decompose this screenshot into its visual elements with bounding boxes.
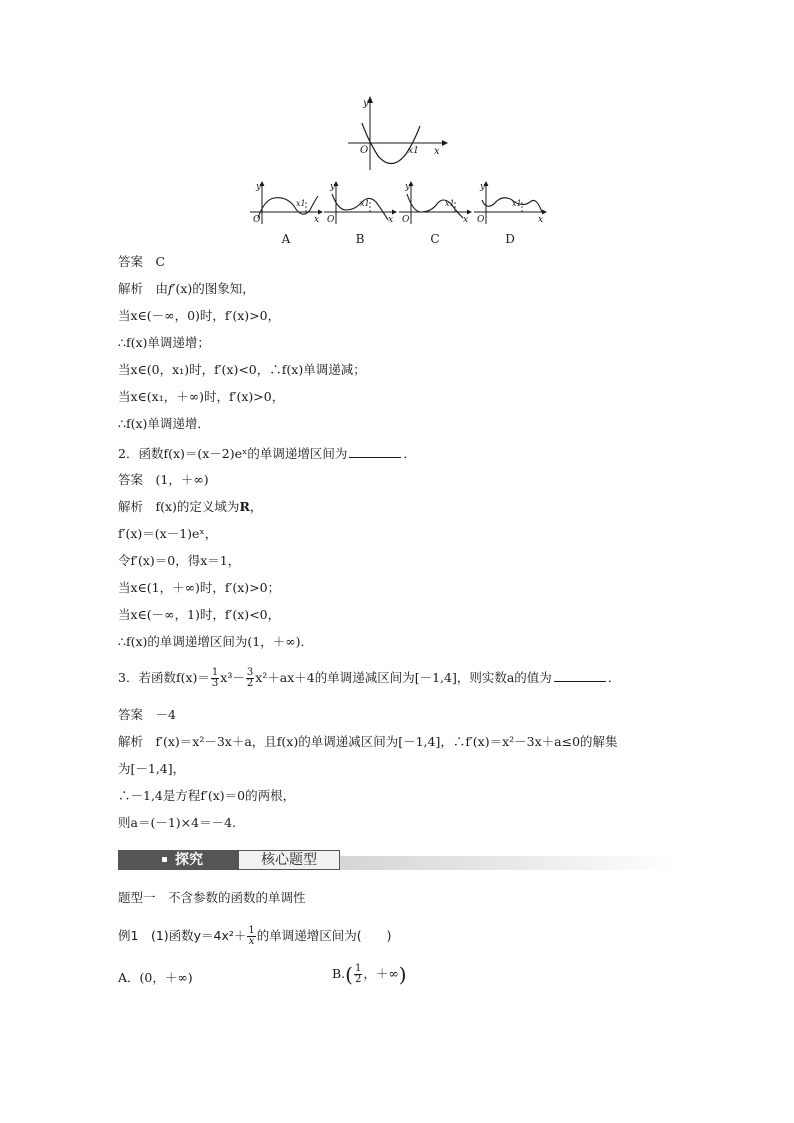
x-label: x [314,215,320,225]
option-b-letter: B. [332,966,346,981]
main-y-label: y [363,98,369,109]
q3-fraction-one-third: $\frac{1}{3}$ [211,667,219,689]
example1-stem-part2: 的单调递增区间为( ) [256,928,392,943]
x1-label: x1 [445,199,455,208]
option-graph-c [397,180,473,246]
y-label: y [405,182,411,192]
q3-analysis-line2: 为[－1,4]， [118,761,186,776]
q1-answer: 答案 C [118,254,166,269]
q3-stem-end: ． [607,670,621,685]
q1-analysis-line1 [118,281,255,297]
q2-analysis-line6: ∴f(x)的单调递增区间为(1，＋∞)． [118,634,314,649]
q2-analysis-comma: ， [249,499,263,514]
main-origin-label: O [360,145,369,156]
q1-analysis-text: (x)的图象知， [175,281,255,296]
q3-answer: 答案 －4 [118,707,176,722]
option-letter: C [430,232,440,246]
option-graph-svg [472,180,548,226]
origin-label: O [402,215,410,225]
q3-fraction-three-halves: $\frac{3}{2}$ [246,667,254,689]
example1-option-b [332,964,407,985]
q2-stem [118,445,416,462]
option-letter: A [281,232,291,246]
q3-analysis-line1: 解析 f′(x)＝x²－3x＋a，且f(x)的单调递减区间为[－1,4]，∴f′(x)＝x²－3x＋a≤0的解集 [118,734,618,749]
banner-core-types-tab: 核心题型 [238,850,340,870]
section-banner [118,850,676,870]
q2-analysis-line4: 当x∈(1，＋∞)时，f′(x)>0； [118,580,281,595]
q2-analysis-line2: f′(x)＝(x－1)eˣ， [118,526,218,541]
q1-analysis-line5: 当x∈(x₁，＋∞)时，f′(x)>0， [118,389,285,404]
option-graph-svg [248,180,324,226]
main-x-label: x [434,146,440,157]
q3-analysis-line4: 则a＝(－1)×4＝－4. [118,815,237,830]
option-graph-svg [322,180,398,226]
q3-analysis-line3: ∴－1,4是方程f′(x)＝0的两根， [118,788,296,803]
option-b-fraction-one-half: $\frac{1}{2}$ [354,963,362,985]
example1-fraction-one-over-x: $\frac{1}{x}$ [248,925,255,947]
q3-stem [118,668,620,689]
x1-label: x1 [360,199,370,208]
q1-analysis-line3: ∴f(x)单调递增； [118,335,210,350]
square-bullet-icon [162,857,167,862]
option-letter: B [355,232,365,246]
q3-answer-blank [554,669,606,682]
main-x1-label: x1 [408,146,419,156]
x-label: x [388,215,394,225]
q2-stem-end: ． [403,446,416,461]
origin-label: O [327,215,335,225]
q2-analysis-text: 解析 f(x)的定义域为 [118,499,240,514]
q2-analysis-line1 [118,499,262,515]
q1-analysis-line2: 当x∈(－∞，0)时，f′(x)>0， [118,308,281,323]
example1-stem-part1: 例1 (1)函数y＝4x²＋ [118,928,247,943]
x-axis-arrow [542,210,547,215]
origin-label: O [477,215,485,225]
q2-stem-text: 2．函数f(x)＝(x－2)eˣ的单调递增区间为 [118,446,348,461]
example1-option-a: A．(0，＋∞) [118,970,193,985]
option-letter: D [505,232,515,246]
q2-analysis-line5: 当x∈(－∞，1)时，f′(x)<0， [118,607,281,622]
option-graph-d [472,180,548,246]
q3-stem-part2: x³－ [220,670,245,685]
q1-analysis-line6: ∴f(x)单调递增． [118,416,210,431]
option-graph-a [248,180,324,246]
function-curve [258,196,318,218]
q2-analysis-line3: 令f′(x)＝0，得x＝1， [118,553,241,568]
q2-real-set: R [239,499,250,514]
q1-analysis-label: 解析 由 [118,281,169,296]
option-graph-b [322,180,398,246]
main-derivative-graph [348,96,448,172]
q3-stem-part1: 3．若函数f(x)＝ [118,670,210,685]
main-x-arrow [442,140,448,146]
type1-title: 题型一 不含参数的函数的单调性 [118,890,306,905]
x-label: x [463,215,469,225]
option-b-interval-end: ，＋∞ [363,966,399,981]
example1-stem [118,926,392,947]
option-graph-svg [397,180,473,226]
y-label: y [256,182,262,192]
y-label: y [330,182,336,192]
x-label: x [538,215,544,225]
option-b-right-paren: ) [398,962,407,987]
q2-answer: 答案 (1，＋∞) [118,472,209,487]
q3-stem-part3: x²＋ax＋4的单调递减区间为[－1,4]，则实数a的值为 [255,670,552,685]
x1-label: x1 [296,199,306,208]
q1-derivative-symbol: f′ [168,281,176,296]
q2-answer-blank [349,445,401,458]
q1-analysis-line4: 当x∈(0，x₁)时，f′(x)<0，∴f(x)单调递减； [118,362,366,377]
y-label: y [480,182,486,192]
x1-label: x1 [512,199,522,208]
option-b-left-paren: ( [345,962,353,987]
banner-explore-tab: 探究 [118,850,238,870]
origin-label: O [253,215,261,225]
